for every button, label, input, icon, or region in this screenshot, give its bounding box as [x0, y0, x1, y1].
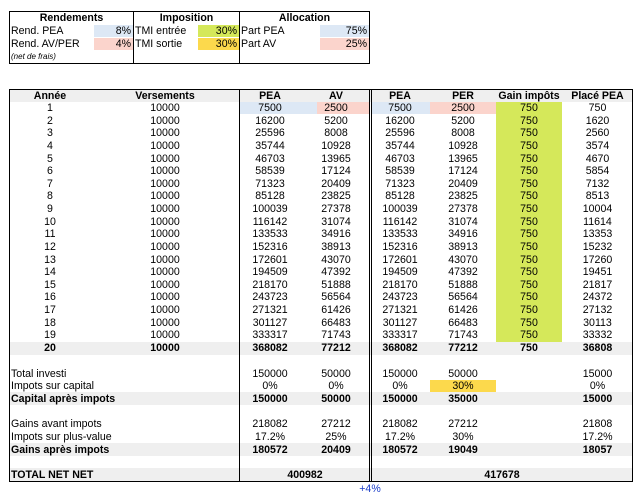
cell-av[interactable]: 5200 [324, 115, 348, 127]
total-investi-per[interactable]: 50000 [448, 368, 478, 380]
cell-av[interactable]: 8008 [324, 127, 348, 139]
impots-capital-place[interactable]: 0% [589, 380, 606, 392]
cell-annee[interactable]: 3 [47, 127, 53, 139]
cell-pea[interactable]: 172601 [252, 254, 288, 266]
cell-annee[interactable]: 7 [47, 178, 53, 190]
cell-versements[interactable]: 10000 [150, 329, 180, 341]
cell-pea-2[interactable]: 333317 [382, 329, 418, 341]
cell-versements[interactable]: 10000 [150, 165, 180, 177]
gains-avant-place[interactable]: 21808 [582, 418, 613, 430]
cell-pea-2[interactable]: 85128 [385, 190, 415, 202]
cell-pea-2[interactable]: 218170 [382, 279, 418, 291]
cell-annee[interactable]: 6 [47, 165, 53, 177]
cell-per[interactable]: 20409 [448, 178, 478, 190]
cell-per[interactable]: 51888 [448, 279, 478, 291]
cell-pea[interactable]: 152316 [252, 241, 288, 253]
cell-pea-2[interactable]: 100039 [382, 203, 418, 215]
cell-versements[interactable]: 10000 [150, 254, 180, 266]
cell-pea[interactable]: 16200 [255, 115, 285, 127]
cell-gain-impots[interactable]: 750 [520, 140, 538, 152]
part-av-value[interactable]: 25% [345, 38, 367, 50]
cell-versements[interactable]: 10000 [150, 203, 180, 215]
capital-apres-av[interactable]: 50000 [321, 393, 351, 405]
cell-pea-2[interactable]: 16200 [385, 115, 415, 127]
gains-apres-per[interactable]: 19049 [448, 444, 478, 456]
tmi-entree-value[interactable]: 30% [215, 25, 237, 37]
net-de-frais-note: (net de frais) [11, 52, 56, 61]
cell-gain-impots[interactable]: 750 [520, 279, 538, 291]
cell-av[interactable]: 31074 [321, 216, 351, 228]
cell-pea[interactable]: 218170 [252, 279, 288, 291]
cell-pea-2[interactable]: 7500 [388, 102, 412, 114]
impots-pv-av[interactable]: 25% [325, 431, 347, 443]
cell-annee[interactable]: 9 [47, 203, 53, 215]
cell-annee[interactable]: 16 [44, 291, 56, 303]
cell-annee[interactable]: 18 [44, 317, 56, 329]
cell-place-pea[interactable]: 7132 [585, 178, 610, 190]
impots-pv-per[interactable]: 30% [452, 431, 474, 443]
cell-annee[interactable]: 8 [47, 190, 53, 202]
cell-place-pea[interactable]: 27132 [582, 304, 613, 316]
cell-per[interactable]: 2500 [451, 102, 475, 114]
col-per: PER [452, 90, 474, 102]
cell-annee[interactable]: 2 [47, 115, 53, 127]
cell-versements[interactable]: 10000 [150, 228, 180, 240]
impots-pv-label: Impots sur plus-value [11, 431, 112, 443]
cell-place-pea[interactable]: 36808 [582, 342, 613, 354]
gains-avant-pea2[interactable]: 218082 [382, 418, 418, 430]
cell-versements[interactable]: 10000 [150, 178, 180, 190]
col-gain-impots: Gain impôts [498, 90, 560, 102]
cell-per[interactable]: 27378 [448, 203, 478, 215]
cell-versements[interactable]: 10000 [150, 291, 180, 303]
impots-pv-pea[interactable]: 17.2% [254, 431, 286, 443]
rend-av-value[interactable]: 4% [115, 38, 131, 50]
cell-pea[interactable]: 7500 [258, 102, 282, 114]
cell-place-pea[interactable]: 4670 [585, 153, 610, 165]
cell-av[interactable]: 66483 [321, 317, 351, 329]
col-pea-2: PEA [389, 90, 411, 102]
cell-pea[interactable]: 133533 [252, 228, 288, 240]
impots-capital-label: Impots sur capital [11, 380, 95, 392]
cell-versements[interactable]: 10000 [150, 266, 180, 278]
cell-versements[interactable]: 10000 [150, 216, 180, 228]
cell-per[interactable]: 77212 [448, 342, 478, 354]
impots-capital-av[interactable]: 0% [328, 380, 344, 392]
cell-annee[interactable]: 10 [44, 216, 56, 228]
total-investi-place[interactable]: 15000 [582, 368, 613, 380]
cell-pea[interactable]: 58539 [255, 165, 285, 177]
col-place-pea: Placé PEA [571, 90, 624, 102]
cell-annee[interactable]: 15 [44, 279, 56, 291]
cell-av[interactable]: 10928 [321, 140, 351, 152]
cell-av[interactable]: 56564 [321, 291, 351, 303]
cell-annee[interactable]: 20 [44, 342, 56, 354]
cell-place-pea[interactable]: 8513 [585, 190, 610, 202]
rendements-header: Rendements [39, 12, 104, 24]
capital-apres-place[interactable]: 15000 [582, 393, 613, 405]
cell-av[interactable]: 17124 [321, 165, 351, 177]
cell-place-pea[interactable]: 750 [588, 102, 607, 114]
cell-pea-2[interactable]: 368082 [382, 342, 418, 354]
cell-pea-2[interactable]: 25596 [385, 127, 415, 139]
cell-pea-2[interactable]: 152316 [382, 241, 418, 253]
cell-pea[interactable]: 85128 [255, 190, 285, 202]
cell-place-pea[interactable]: 3574 [585, 140, 610, 152]
cell-gain-impots[interactable]: 750 [520, 317, 538, 329]
cell-place-pea[interactable]: 10004 [582, 203, 613, 215]
cell-gain-impots[interactable]: 750 [520, 342, 538, 354]
cell-pea-2[interactable]: 301127 [382, 317, 418, 329]
cell-versements[interactable]: 10000 [150, 317, 180, 329]
cell-pea-2[interactable]: 71323 [385, 178, 415, 190]
cell-versements[interactable]: 10000 [150, 140, 180, 152]
total-net-net-label: TOTAL NET NET [11, 469, 94, 481]
capital-apres-pea2[interactable]: 150000 [382, 393, 418, 405]
gains-apres-pea[interactable]: 180572 [252, 444, 288, 456]
cell-pea[interactable]: 368082 [252, 342, 288, 354]
cell-pea-2[interactable]: 58539 [385, 165, 415, 177]
cell-pea-2[interactable]: 35744 [385, 140, 415, 152]
cell-av[interactable]: 38913 [321, 241, 351, 253]
cell-gain-impots[interactable]: 750 [520, 190, 538, 202]
cell-versements[interactable]: 10000 [150, 153, 180, 165]
cell-per[interactable]: 56564 [448, 291, 478, 303]
cell-av[interactable]: 34916 [321, 228, 351, 240]
cell-annee[interactable]: 11 [44, 228, 56, 240]
gains-avant-pea[interactable]: 218082 [252, 418, 288, 430]
cell-gain-impots[interactable]: 750 [520, 216, 538, 228]
part-pea-label: Part PEA [241, 25, 285, 37]
cell-versements[interactable]: 10000 [150, 241, 180, 253]
cell-pea[interactable]: 35744 [255, 140, 285, 152]
capital-apres-pea[interactable]: 150000 [252, 393, 288, 405]
cell-per[interactable]: 71743 [448, 329, 478, 341]
part-av-label: Part AV [241, 38, 277, 50]
cell-av[interactable]: 27378 [321, 203, 351, 215]
cell-place-pea[interactable]: 5854 [585, 165, 610, 177]
cell-gain-impots[interactable]: 750 [520, 304, 538, 316]
cell-place-pea[interactable]: 1620 [585, 115, 610, 127]
cell-place-pea[interactable]: 19451 [582, 266, 613, 278]
gains-apres-place[interactable]: 18057 [582, 444, 613, 456]
allocation-header: Allocation [278, 12, 331, 24]
cell-annee[interactable]: 1 [47, 102, 53, 114]
cell-gain-impots[interactable]: 750 [520, 153, 538, 165]
cell-versements[interactable]: 10000 [150, 190, 180, 202]
cell-gain-impots[interactable]: 750 [520, 102, 538, 114]
cell-per[interactable]: 13965 [448, 153, 478, 165]
cell-av[interactable]: 43070 [321, 254, 351, 266]
tmi-sortie-value[interactable]: 30% [215, 38, 237, 50]
cell-per[interactable]: 43070 [448, 254, 478, 266]
cell-pea[interactable]: 25596 [255, 127, 285, 139]
gains-apres-pea2[interactable]: 180572 [382, 444, 418, 456]
cell-av[interactable]: 77212 [321, 342, 351, 354]
cell-av[interactable]: 23825 [321, 190, 351, 202]
cell-per[interactable]: 31074 [448, 216, 478, 228]
rend-pea-value[interactable]: 8% [115, 25, 131, 37]
cell-annee[interactable]: 4 [47, 140, 53, 152]
cell-gain-impots[interactable]: 750 [520, 178, 538, 190]
cell-place-pea[interactable]: 11614 [583, 216, 612, 228]
cell-gain-impots[interactable]: 750 [520, 254, 538, 266]
cell-place-pea[interactable]: 17260 [582, 254, 613, 266]
cell-annee[interactable]: 13 [44, 254, 56, 266]
cell-pea[interactable]: 46703 [255, 153, 285, 165]
cell-pea-2[interactable]: 46703 [385, 153, 415, 165]
cell-per[interactable]: 47392 [448, 266, 478, 278]
col-pea: PEA [259, 90, 281, 102]
cell-per[interactable]: 17124 [448, 165, 478, 177]
capital-apres-label: Capital après impots [11, 393, 116, 405]
cell-pea[interactable]: 271321 [252, 304, 288, 316]
cell-versements[interactable]: 10000 [150, 102, 180, 114]
cell-versements[interactable]: 10000 [150, 279, 180, 291]
cell-av[interactable]: 71743 [321, 329, 351, 341]
cell-place-pea[interactable]: 13353 [582, 228, 613, 240]
cell-pea-2[interactable]: 271321 [382, 304, 418, 316]
cell-gain-impots[interactable]: 750 [520, 203, 538, 215]
tmi-entree-label: TMI entrée [135, 25, 187, 37]
cell-place-pea[interactable]: 33332 [582, 329, 613, 341]
cell-annee[interactable]: 17 [44, 304, 56, 316]
impots-capital-pea[interactable]: 0% [262, 380, 278, 392]
cell-gain-impots[interactable]: 750 [520, 241, 538, 253]
gains-avant-av[interactable]: 27212 [321, 418, 351, 430]
total-investi-pea[interactable]: 150000 [252, 368, 288, 380]
cell-av[interactable]: 61426 [321, 304, 351, 316]
cell-av[interactable]: 2500 [324, 102, 348, 114]
cell-per[interactable]: 8008 [451, 127, 475, 139]
cell-gain-impots[interactable]: 750 [520, 266, 538, 278]
cell-pea-2[interactable]: 194509 [382, 266, 418, 278]
cell-pea[interactable]: 71323 [255, 178, 285, 190]
cell-versements[interactable]: 10000 [150, 342, 180, 354]
cell-per[interactable]: 34916 [448, 228, 478, 240]
tmi-sortie-label: TMI sortie [135, 38, 183, 50]
cell-av[interactable]: 47392 [321, 266, 351, 278]
cell-gain-impots[interactable]: 750 [520, 115, 538, 127]
gains-avant-label: Gains avant impots [11, 418, 102, 430]
impots-pv-pea2[interactable]: 17.2% [384, 431, 416, 443]
cell-per[interactable]: 38913 [448, 241, 478, 253]
total-net-net-left: 400982 [287, 469, 323, 481]
impots-pv-place[interactable]: 17.2% [582, 431, 613, 443]
cell-per[interactable]: 66483 [448, 317, 478, 329]
cell-pea-2[interactable]: 133533 [382, 228, 418, 240]
cell-gain-impots[interactable]: 750 [520, 291, 538, 303]
total-net-net-right: 417678 [484, 469, 520, 481]
cell-per[interactable]: 61426 [448, 304, 478, 316]
total-investi-av[interactable]: 50000 [321, 368, 351, 380]
gains-apres-label: Gains après impots [11, 444, 110, 456]
cell-versements[interactable]: 10000 [150, 127, 180, 139]
cell-pea-2[interactable]: 172601 [382, 254, 418, 266]
cell-annee[interactable]: 5 [47, 153, 53, 165]
part-pea-value[interactable]: 75% [345, 25, 367, 37]
cell-place-pea[interactable]: 2560 [585, 127, 610, 139]
cell-pea-2[interactable]: 116142 [382, 216, 418, 228]
impots-capital-per[interactable]: 30% [452, 380, 474, 392]
cell-annee[interactable]: 12 [44, 241, 56, 253]
cell-pea[interactable]: 301127 [252, 317, 288, 329]
total-investi-label: Total investi [11, 368, 67, 380]
cell-pea[interactable]: 194509 [252, 266, 288, 278]
impots-capital-pea2[interactable]: 0% [392, 380, 408, 392]
cell-gain-impots[interactable]: 750 [520, 165, 538, 177]
imposition-header: Imposition [159, 12, 214, 24]
cell-place-pea[interactable]: 15232 [582, 241, 613, 253]
cell-annee[interactable]: 19 [44, 329, 56, 341]
rend-pea-label: Rend. PEA [11, 25, 64, 37]
cell-pea[interactable]: 116142 [252, 216, 288, 228]
col-av: AV [329, 90, 343, 102]
cell-versements[interactable]: 10000 [150, 115, 180, 127]
col-versements: Versements [135, 90, 195, 102]
cell-gain-impots[interactable]: 750 [520, 228, 538, 240]
cell-place-pea[interactable]: 30113 [583, 317, 612, 329]
cell-gain-impots[interactable]: 750 [520, 127, 538, 139]
cell-av[interactable]: 13965 [321, 153, 351, 165]
cell-pea[interactable]: 333317 [252, 329, 288, 341]
cell-per[interactable]: 10928 [448, 140, 478, 152]
cell-pea[interactable]: 243723 [252, 291, 288, 303]
cell-av[interactable]: 51888 [321, 279, 351, 291]
cell-place-pea[interactable]: 24372 [582, 291, 613, 303]
cell-per[interactable]: 5200 [451, 115, 475, 127]
cell-pea[interactable]: 100039 [252, 203, 288, 215]
cell-annee[interactable]: 14 [44, 266, 56, 278]
cell-versements[interactable]: 10000 [150, 304, 180, 316]
col-annee: Année [33, 90, 67, 102]
cell-per[interactable]: 23825 [448, 190, 478, 202]
gains-avant-per[interactable]: 27212 [448, 418, 478, 430]
cell-av[interactable]: 20409 [321, 178, 351, 190]
cell-gain-impots[interactable]: 750 [520, 329, 538, 341]
gains-apres-av[interactable]: 20409 [321, 444, 351, 456]
delta-percent: +4% [359, 483, 381, 495]
cell-pea-2[interactable]: 243723 [382, 291, 418, 303]
cell-place-pea[interactable]: 21817 [582, 279, 613, 291]
capital-apres-per[interactable]: 35000 [448, 393, 478, 405]
rend-av-label: Rend. AV/PER [11, 38, 80, 50]
total-investi-pea2[interactable]: 150000 [382, 368, 418, 380]
